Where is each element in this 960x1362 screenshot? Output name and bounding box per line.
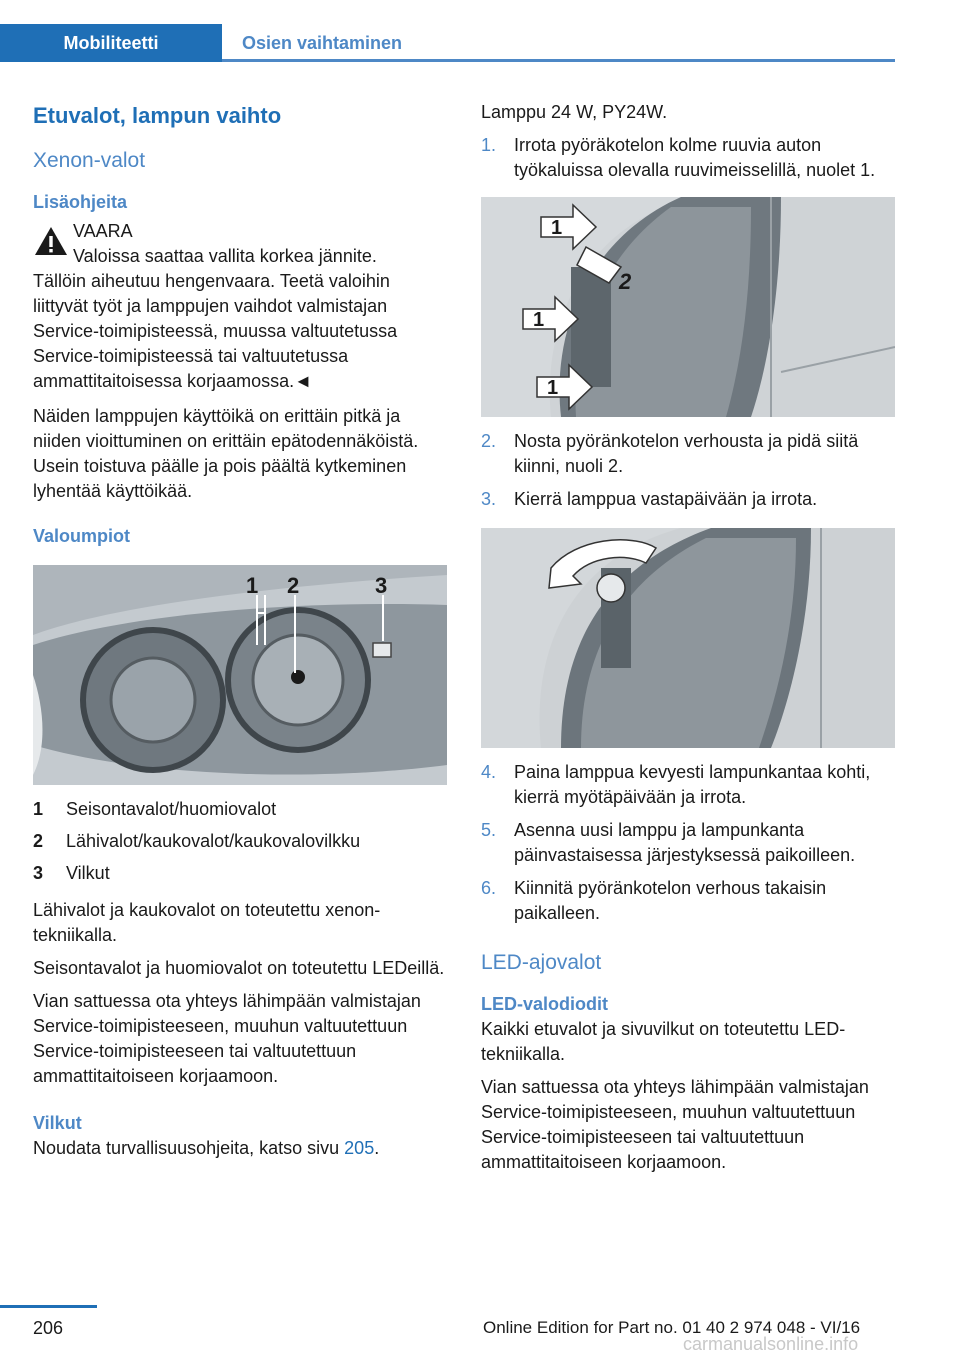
service-paragraph: Vian sattuessa ota yhteys lähimpään valmistajan Service-toimipisteeseen, muuhun valtuutettuun Service-toimipisteeseen tai valtuutettuun ammattitaitoiseen korjaamoon. <box>33 991 421 1086</box>
step-item: 4. Paina lamppua kevyesti lampunkantaa kohti, kierrä myötäpäivään ja irrota. <box>481 762 871 807</box>
lamp-spec: Lamppu 24 W, PY24W. <box>481 102 668 122</box>
led-paragraph: Seisontavalot ja huomiovalot on toteutettu LEDeillä. <box>33 958 445 978</box>
page-header <box>0 0 895 62</box>
warning-text: Tällöin aiheutuu hengenvaara. Teetä valoihin liittyvät työt ja lamppujen vaihdot valmistajan Service-toimipisteessä, muussa valtuutetussa Service-toimipisteessä tai valtuutetussa ammattitaitoisessa korjaamossa.◄ <box>33 271 398 391</box>
step-item: 6. Kiinnitä pyöränkotelon verhous takaisin paikalleen. <box>481 878 827 923</box>
wheel-housing-illustration <box>481 197 895 417</box>
right-column <box>481 100 895 1183</box>
footer-rule <box>0 1305 97 1308</box>
page-number: 206 <box>33 1318 64 1338</box>
heading-led-valodiodit: LED-valodiodit <box>481 994 608 1014</box>
figure-label-1: 1 <box>246 573 259 598</box>
heading-lisaohjeita: Lisäohjeita <box>33 192 128 212</box>
xenon-paragraph: Lähivalot ja kaukovalot on toteutettu xenon-tekniikalla. <box>33 900 381 945</box>
tab-osien-vaihtaminen[interactable]: Osien vaihtaminen <box>242 32 403 53</box>
figure-label-1: 1 <box>547 377 559 399</box>
step-item: 5. Asenna uusi lamppu ja lampunkanta päinvastaisessa järjestyksessä paikoilleen. <box>481 820 856 865</box>
headlight-figure <box>33 565 447 785</box>
headlight-illustration <box>33 565 447 785</box>
warning-block <box>33 219 447 394</box>
figure-label-1: 1 <box>533 309 545 331</box>
heading-valoumpiot: Valoumpiot <box>33 526 131 546</box>
page-link-205[interactable]: 205 <box>344 1138 375 1158</box>
step-item: 1. Irrota pyöräkotelon kolme ruuvia auton työkaluissa olevalla ruuvimeisselillä, nuolet 1. <box>481 135 876 180</box>
led-service-paragraph: Vian sattuessa ota yhteys lähimpään valmistajan Service-toimipisteeseen, muuhun valtuutettuun Service-toimipisteeseen tai valtuutettuun ammattitaitoiseen korjaamoon. <box>481 1077 869 1172</box>
watermark: carmanualsonline.info <box>683 1334 859 1354</box>
wheel-housing-figure <box>481 197 895 417</box>
lamp-rotation-illustration <box>481 528 895 748</box>
figure-label-3: 3 <box>375 573 388 598</box>
safety-paragraph: Noudata turvallisuusohjeita, katso sivu 205. <box>33 1138 380 1158</box>
figure-label-1: 1 <box>551 217 563 239</box>
led-headlights-paragraph: Kaikki etuvalot ja sivuvilkut on toteutettu LED-tekniikalla. <box>481 1019 846 1064</box>
warning-icon <box>33 225 69 257</box>
heading-led-ajovalot: LED-ajovalot <box>481 951 602 974</box>
step-item: 2. Nosta pyöränkotelon verhousta ja pidä siitä kiinni, nuoli 2. <box>481 431 859 476</box>
figure-label-2: 2 <box>287 573 300 598</box>
legend-list <box>33 797 447 886</box>
figure-label-2: 2 <box>619 269 632 294</box>
warning-label: VAARA <box>73 221 133 241</box>
edition-text: Online Edition for Part no. 01 40 2 974 048 - VI/16 <box>483 1318 861 1337</box>
legend-item: 3 Vilkut <box>33 863 110 883</box>
lamp-rotation-figure <box>481 528 895 748</box>
legend-item: 2 Lähivalot/kaukovalot/kaukovalovilkku <box>33 831 361 851</box>
heading-vilkut: Vilkut <box>33 1113 82 1133</box>
header-rule <box>222 59 895 62</box>
tab-mobiliteetti[interactable]: Mobiliteetti <box>0 24 222 62</box>
lifetime-paragraph: Näiden lamppujen käyttöikä on erittäin pitkä ja niiden vioittuminen on erittäin epätodennäköistä. Usein toistuva päälle ja pois päältä kytkeminen lyhentää käyttöikää. <box>33 406 419 501</box>
warning-line1: Valoissa saattaa vallita korkea jännite. <box>73 246 377 266</box>
section-title: Etuvalot, lampun vaihto <box>33 103 282 128</box>
subsection-title: Xenon-valot <box>33 149 146 172</box>
step-item: 3. Kierrä lamppua vastapäivään ja irrota. <box>481 489 818 509</box>
legend-item: 1 Seisontavalot/huomiovalot <box>33 799 277 819</box>
left-column <box>33 100 447 1169</box>
